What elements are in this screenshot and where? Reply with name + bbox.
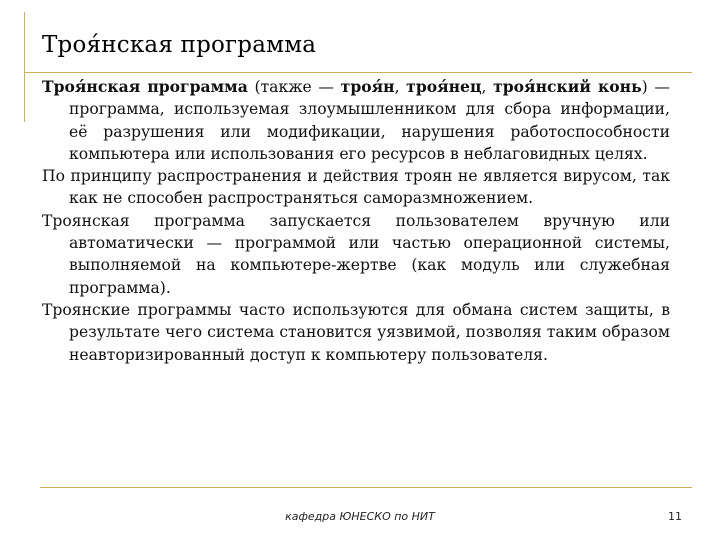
paragraph-launch: Троянская программа запускается пользователем вручную или автоматически — программой или частью операционной системы, выполняемой на компьютере-жертве (как модуль или служебная программа).: [42, 211, 670, 297]
page-number: 11: [668, 510, 682, 523]
term-troyan: троя́н: [340, 77, 395, 96]
term-separator: ,: [394, 78, 407, 96]
footer-line: [40, 487, 692, 488]
paragraph-usage: Троянские программы часто используются для обмана систем защиты, в результате чего система становится уязвимой, позволяя таким образом неавторизированный доступ к компьютеру пользователя.: [42, 300, 670, 364]
slide-title: Троя́нская программа: [42, 32, 317, 58]
paragraph-definition: [42, 76, 670, 165]
title-underline: [24, 72, 692, 73]
definition-text-open: (также —: [247, 78, 341, 96]
footer-department: кафедра ЮНЕСКО по НИТ: [285, 510, 435, 523]
term-separator: ,: [481, 78, 494, 96]
term-troyanets: троя́нец: [406, 77, 482, 96]
definition-text: ) — программа, используемая злоумышленником для сбора информации, её разрушения или модификации, нарушения работоспособности компьютера или использования его ресурсов в неблаговидных целях.: [69, 78, 670, 163]
slide-body: [42, 76, 670, 366]
paragraph-distribution: По принципу распространения и действия троян не является вирусом, так как не способен распространяться саморазмножением.: [42, 167, 670, 208]
term-trojan-program: Троя́нская программа: [42, 77, 248, 96]
frame-vertical-line: [24, 12, 25, 122]
term-trojan-horse: троя́нский конь: [493, 77, 642, 96]
